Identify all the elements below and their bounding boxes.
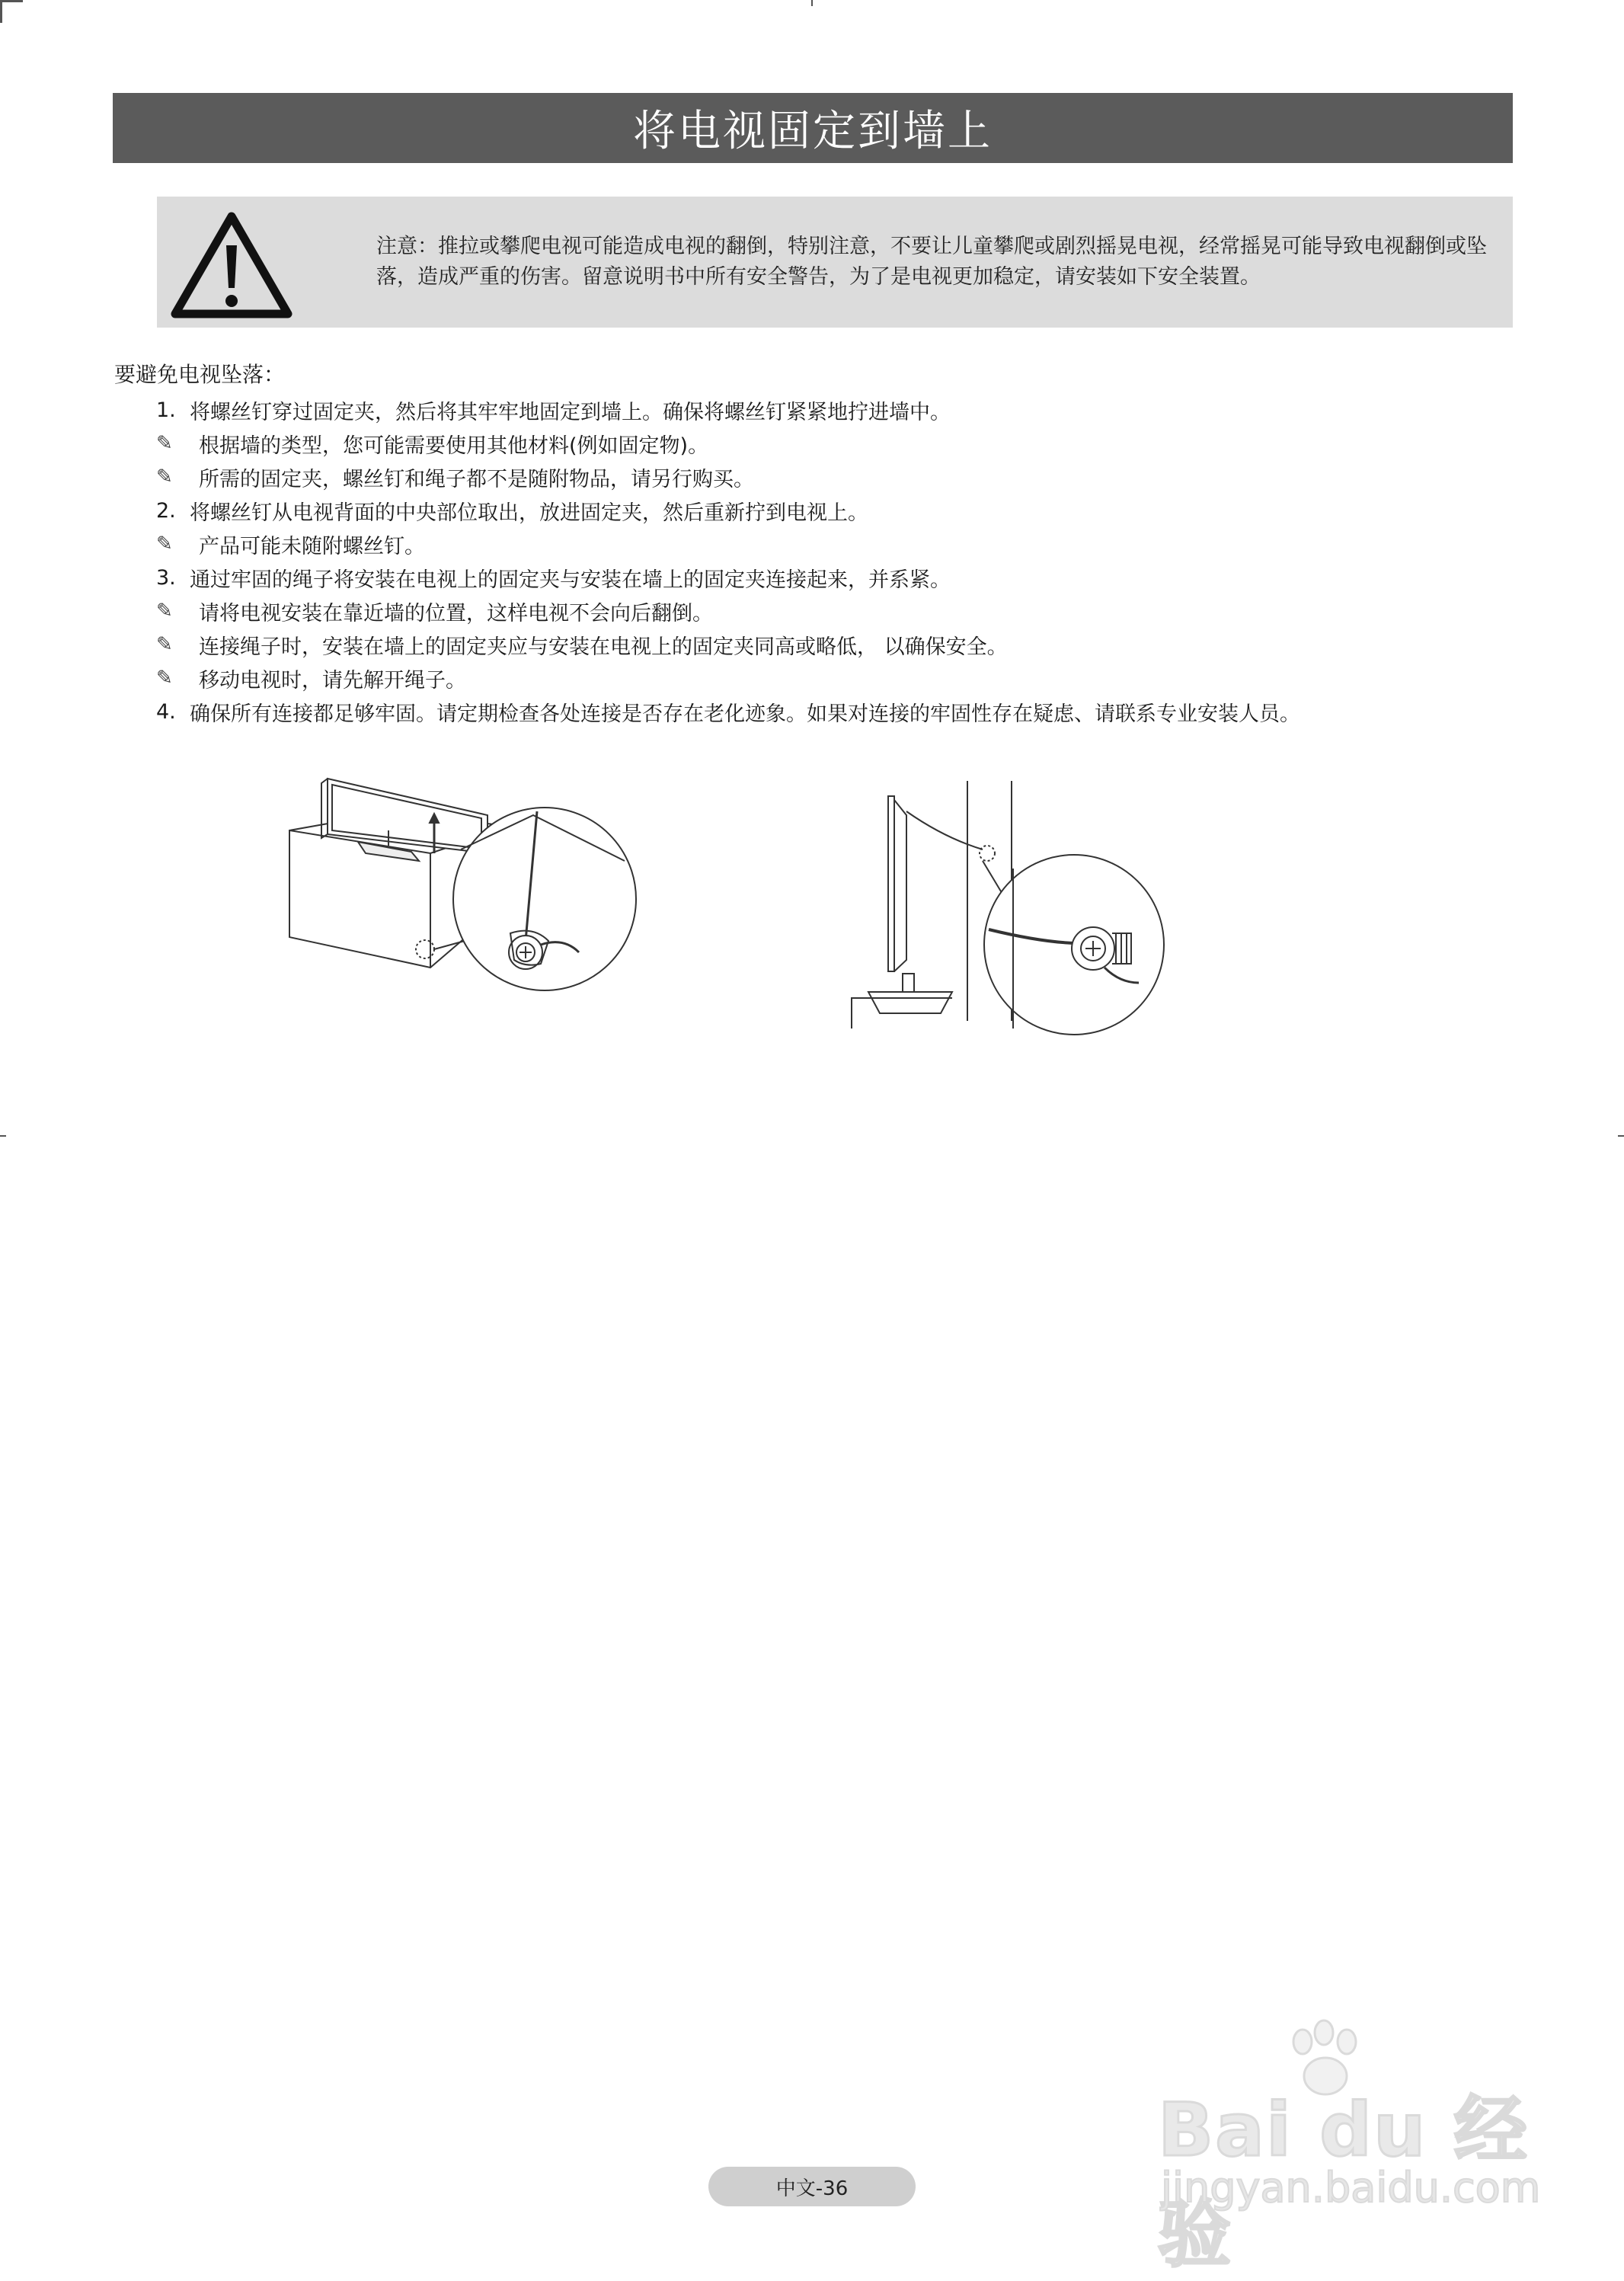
watermark-url: jingyan.baidu.com [1161, 2164, 1541, 2212]
note-text: 连接绳子时，安装在墙上的固定夹应与安装在电视上的固定夹同高或略低， 以确保安全。 [199, 635, 1008, 659]
crop-mark [0, 1135, 6, 1137]
instruction-step [156, 695, 1512, 728]
instruction-list [156, 393, 1512, 728]
crop-mark [0, 0, 23, 2]
warning-triangle-icon [168, 209, 296, 322]
tv-side-strap-illustration [838, 769, 1173, 1044]
instruction-step [156, 494, 1512, 527]
step-text: 将螺丝钉穿过固定夹，然后将其牢牢地固定到墙上。确保将螺丝钉紧紧地拧进墙中。 [190, 400, 951, 424]
instruction-note [156, 661, 1512, 695]
note-pencil-icon: ✎ [156, 667, 173, 689]
step-number: 4. [156, 699, 176, 724]
note-pencil-icon: ✎ [156, 633, 173, 656]
crop-mark [0, 0, 2, 23]
page-title: 将电视固定到墙上 [113, 93, 1513, 163]
tv-rear-strap-illustration [282, 769, 647, 1029]
step-number: 3. [156, 565, 176, 590]
step-text: 通过牢固的绳子将安装在电视上的固定夹与安装在墙上的固定夹连接起来，并系紧。 [190, 568, 951, 592]
crop-mark [1618, 1135, 1624, 1137]
step-number: 1. [156, 398, 176, 422]
instruction-note [156, 527, 1512, 561]
watermark-logo: Bai du 经验 [1158, 2087, 1529, 2277]
step-number: 2. [156, 498, 176, 523]
baidu-watermark [1135, 2019, 1541, 2277]
note-text: 根据墙的类型，您可能需要使用其他材料(例如固定物)。 [199, 433, 709, 458]
note-pencil-icon: ✎ [156, 533, 173, 555]
crop-mark [811, 0, 813, 6]
caution-text: 注意：推拉或攀爬电视可能造成电视的翻倒，特别注意，不要让儿童攀爬或剧烈摇晃电视，经常摇晃可能导致电视翻倒或坠落，造成严重的伤害。留意说明书中所有安全警告，为了是电视更加稳定，请安装如下安全装置。 [376, 235, 1487, 289]
note-pencil-icon: ✎ [156, 465, 173, 488]
note-text: 移动电视时，请先解开绳子。 [199, 668, 466, 693]
instruction-note [156, 594, 1512, 628]
page-number: 中文-36 [708, 2167, 916, 2206]
instruction-note [156, 628, 1512, 661]
instruction-note [156, 427, 1512, 460]
instruction-step [156, 561, 1512, 594]
note-pencil-icon: ✎ [156, 432, 173, 455]
caution-box [157, 197, 1513, 328]
note-text: 所需的固定夹，螺丝钉和绳子都不是随附物品，请另行购买。 [199, 467, 754, 491]
intro-text: 要避免电视坠落： [114, 362, 286, 387]
note-text: 请将电视安装在靠近墙的位置，这样电视不会向后翻倒。 [199, 601, 713, 625]
instruction-step [156, 393, 1512, 427]
step-text: 确保所有连接都足够牢固。请定期检查各处连接是否存在老化迹象。如果对连接的牢固性存在疑虑、请联系专业安装人员。 [190, 702, 1300, 726]
step-text: 将螺丝钉从电视背面的中央部位取出，放进固定夹，然后重新拧到电视上。 [190, 501, 868, 525]
note-text: 产品可能未随附螺丝钉。 [199, 534, 425, 558]
note-pencil-icon: ✎ [156, 600, 173, 622]
instruction-note [156, 460, 1512, 494]
